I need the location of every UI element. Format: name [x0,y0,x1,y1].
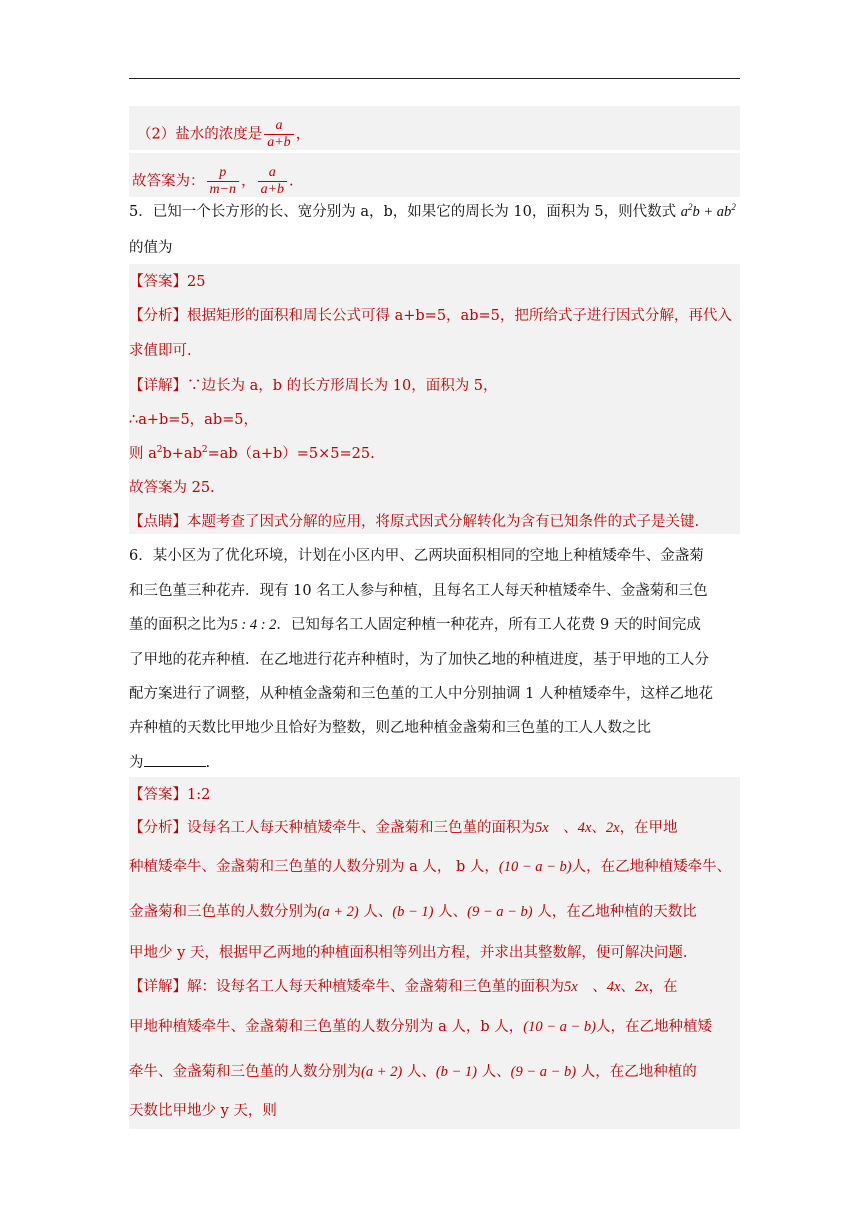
q5-analysis-2: 求值即可. [129,343,192,359]
q6-analysis-3: 金盏菊和三色革的人数分别为(a + 2) 人、(b − 1) 人、(9 − a − b) 人，在乙地种植的天数比 [129,904,697,920]
q6-answer: 【答案】1:2 [129,787,211,803]
prev-part2-line: （2）盐水的浓度是 $\frac{a}{a+b}$ ， [137,118,311,150]
q5-detail-4: 故答案为 25. [129,480,215,496]
q6-line-5: 配方案进行了调整，从种植金盏菊和三色堇的工人中分别抽调 1 人种植矮牵牛，这样乙地花 [129,686,713,702]
fraction: $\frac{a}{a+b}$ [264,118,293,151]
q6-solution-block [129,777,740,1129]
q6-line-3: 堇的面积之比为5 : 4 : 2．已知每名工人固定种植一种花卉，所有工人花费 9 天的时间完成 [129,617,701,633]
header-rule [129,78,740,79]
q6-line-1: 6．某小区为了优化环境，计划在小区内甲、乙两块面积相同的空地上种植矮牵牛、金盏菊 [129,548,704,564]
q5-line-1: 5．已知一个长方形的长、宽分别为 a，b，如果它的周长为 10，面积为 5，则代数式 $a^2b + ab^2$ [129,202,736,220]
q5-line-2: 的值为 [129,240,173,256]
q6-detail-4: 天数比甲地少 y 天，则 [129,1103,277,1119]
q5-answer: 【答案】25 [129,274,206,290]
q6-line-2: 和三色堇三种花卉．现有 10 名工人参与种植，且每名工人每天种植矮牵牛、金盏菊和三色 [129,583,708,599]
q6-detail-3: 牵牛、金盏菊和三色堇的人数分别为(a + 2) 人、(b − 1) 人、(9 − a − b) 人，在乙地种植的 [129,1064,697,1080]
prev-answer-block [129,153,740,197]
answer-blank [144,752,206,767]
q6-analysis-4: 甲地少 y 天，根据甲乙两地的种植面积相等列出方程，并求出其整数解，便可解决问题. [129,945,688,961]
q5-comment: 【点睛】本题考查了因式分解的应用，将原式因式分解转化为含有已知条件的式子是关键. [129,514,700,530]
q6-analysis-1: 【分析】设每名工人每天种植矮牵牛、金盏菊和三色堇的面积为5x 、4x、2x，在甲地 [129,820,678,836]
q6-line-4: 了甲地的花卉种植．在乙地进行花卉种植时，为了加快乙地的种植进度，基于甲地的工人分 [129,652,709,668]
fraction: $\frac{a}{a+b}$ [258,165,287,198]
q5-analysis-1: 【分析】根据矩形的面积和周长公式可得 a+b=5，ab=5，把所给式子进行因式分解，再代入 [129,308,732,324]
q6-line-7: 为 . [129,752,210,773]
q6-analysis-2: 种植矮牵牛、金盏菊和三色堇的人数分别为 a 人， b 人，(10 − a − b)人，在乙地种植矮牵牛、 [129,859,732,875]
q5-detail-2: ∴a+b=5，ab=5， [129,412,258,428]
q6-detail-2: 甲地种植矮牵牛、金盏菊和三色堇的人数分别为 a 人，b 人，(10 − a − b)人，在乙地种植矮 [129,1019,712,1035]
prev-part2-block [129,106,740,150]
fraction: $\frac{p}{m-n}$ [207,165,240,198]
prev-answer-line: 故答案为： $\frac{p}{m-n}$ ， $\frac{a}{a+b}$ . [132,165,294,197]
q6-line-6: 卉种植的天数比甲地少且恰好为整数，则乙地种植金盏菊和三色堇的工人人数之比 [129,720,651,736]
q6-detail-1: 【详解】解：设每名工人每天种植矮牵牛、金盏菊和三色堇的面积为5x 、4x、2x，在 [129,979,678,995]
q5-detail-3: 则 $a^2b+ab^2=ab(a+b)=5\times 5=25$. [129,445,375,462]
q5-detail-1: 【详解】∵边长为 a，b 的长方形周长为 10，面积为 5， [129,378,498,394]
q5-solution-block [129,264,740,534]
